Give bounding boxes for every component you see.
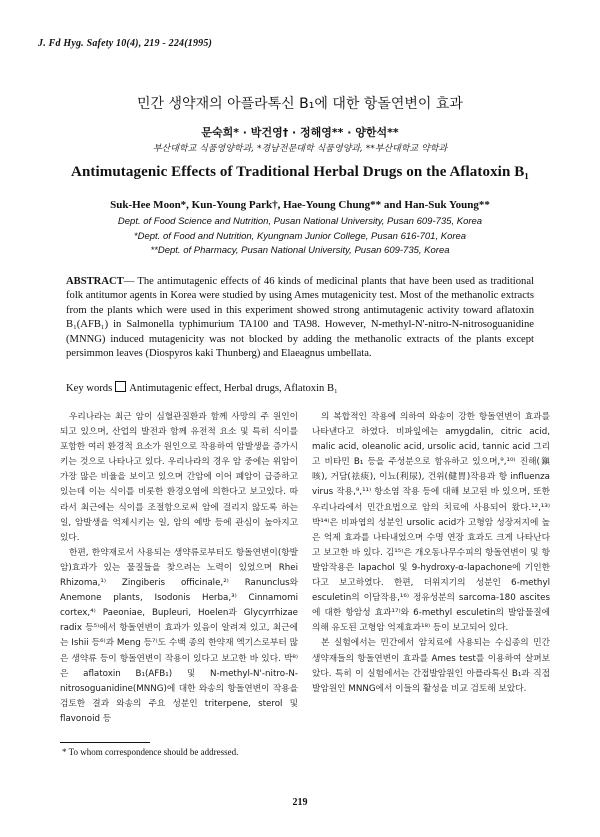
abstract-text: — The antimutagenic effects of 46 kinds of medicinal plants that have been used as traditional folk antitumor agents in Korea were studied by using Ames mutagenicity test. Most of the methanolic extracts from the plants which were used in this experiment showed strong antimutagenic activity toward aflatoxin B₁(AFB₁) in Salmonella typhimurium TA100 and TA98. However, N-methyl-N'-nitro-N-nitrosoguanidine (MNNG) induced mutagenicity was not blocked by adding the methanolic extracts of the plants except persimmon leaves (Diospyros kaki Thunberg) and Elaeagnus umbellata. xyxy=(66,276,534,360)
korean-authors: 문숙희* · 박건영† · 정해영** · 양한석** xyxy=(201,126,399,139)
page-number: 219 xyxy=(292,797,308,808)
body-paragraph: 우리나라는 최근 암이 심혈관질환과 함께 사망의 주 원인이 되고 있으며, 산업의 발전과 함께 유전적 요소 및 특히 식이를 포함한 여러 환경적 요소가 원인으로 작용하여 암발생을 증가시키는 것으로 나타나고 있다. 우리나라의 경우 암 중에는 위암이 가장 많은 비율을 보이고 있으며 간암에 이어 폐암이 급증하고 있는데 이는 식이를 비롯한 환경오염에 의한다고 보고있다. 따라서 최근에는 식이를 조절함으로써 암에 걸리지 않도록 하는 일, 암발생을 억제시키는 일, 암의 예방 등에 관심이 높아지고 있다. xyxy=(60,412,298,543)
english-affiliation-2: *Dept. of Food and Nutrition, Kyungnam Junior College, Pusan 616-701, Korea xyxy=(133,231,467,242)
body-column-right xyxy=(312,410,550,697)
english-affiliation-1: Dept. of Food Science and Nutrition, Pusan National University, Pusan 609-735, Korea xyxy=(117,216,483,227)
korean-title: 민간 생약재의 아플라톡신 B₁에 대한 항돌연변이 효과 xyxy=(137,96,463,112)
english-authors: Suk-Hee Moon*, Kun-Young Park†, Hae-Young Chung** and Han-Suk Young** xyxy=(110,199,490,211)
body-paragraph: 본 실험에서는 민간에서 암치료에 사용되는 수십종의 민간 생약재들의 항돌연변이 효과를 Ames test를 이용하여 살펴보았다. 특히 이 실험에서는 간접발암원인 아플라톡신 B₁과 직접발암원인 MNNG에서 이들의 활성을 비교 검토해 보았다. xyxy=(312,638,550,694)
korean-affiliations: 부산대학교 식품영양학과, *경남전문대학 식품영양과, **부산대학교 약학과 xyxy=(152,144,448,154)
keywords-text: Antimutagenic effect, Herbal drugs, Aflatoxin B₁ xyxy=(129,383,338,394)
footnote-divider xyxy=(60,742,150,743)
body-paragraph: 의 복합적인 작용에 의하여 와송이 강한 항돌연변이 효과를 나타낸다고 하였다. 비파잎에는 amygdalin, citric acid, malic acid, oleanolic acid, ursolic acid, tannic acid 그리고 비타민 B₁ 등을 주성분으로 함유하고 있으며,⁹,¹⁰⁾ 진해(鎭咳), 거담(祛痰), 이뇨(利尿), 건위(健胃)작용과 항 influenza virus 작용,⁹,¹¹⁾ 항소염 작용 등에 대해 보고된 바 있으며, 또한 우리나라에서 민간요법으로 암의 치료에 사용되어 왔다.¹²,¹³⁾ 박¹⁴⁾은 비파엽의 성분인 ursolic acid가 고형암 성장저지에 높은 억제 효과를 나타내었으며 수명 연장 효과도 크게 나타난다고 보고한 바 있다. 김¹⁵⁾은 개오동나무수피의 항돌연변이 및 항발암작용은 lapachol 및 9-hydroxy-α-lapachone에 기인한다고 보고하였다. 한편, 더위지기의 성분인 6-methyl esculetin의 이담작용,¹⁶⁾ 정유성분의 sarcoma-180 ascites에 대한 항암성 효과¹⁷⁾와 6-methyl esculetin의 발암물질에 의해 유도된 고형암 억제효과¹⁸⁾ 등이 보고되어 있다. xyxy=(312,412,550,634)
abstract xyxy=(66,275,534,361)
keywords xyxy=(66,381,534,394)
abstract-label: ABSTRACT xyxy=(66,276,124,287)
body-column-left xyxy=(60,410,298,727)
keywords-label: Key words xyxy=(66,383,113,394)
body-paragraph: 한편, 한약재로서 사용되는 생약류로부터도 항돌연변이(항발암)효과가 있는 물질들을 찾으려는 노력이 있었으며 Rhei Rhizoma,¹⁾ Zingiberis officinale,²⁾ Ranunclus와 Anemone plants, Isodonis Herba,³⁾ Cinnamomi cortex,⁴⁾ Paeoniae, Bupleuri, Hoelen과 Glycyrrhizae radix 등⁵⁾에서 항돌연변이 효과가 있음이 알려져 있고, 최근에는 Ishii 등⁶⁾과 Meng 등⁷⁾도 수백 종의 한약재 엑기스로부터 많은 생약류 등이 항돌연변이 작용이 있다고 보고한 바 있다. 박⁸⁾은 aflatoxin B₁(AFB₁) 및 N-methyl-N'-nitro-N-nitrosoguanidine(MNNG)에 대한 와송의 항돌연변이 작용을 검토한 결과 와송의 주요 성분인 triterpene, sterol 및 flavonoid 등 xyxy=(60,547,298,724)
journal-citation: J. Fd Hyg. Safety 10(4), 219 - 224(1995) xyxy=(38,38,213,49)
english-affiliation-3: **Dept. of Pharmacy, Pusan National University, Pusan 609-735, Korea xyxy=(150,245,450,256)
keywords-box-icon xyxy=(115,381,126,392)
english-title: Antimutagenic Effects of Traditional Herbal Drugs on the Aflatoxin B₁ xyxy=(71,164,529,180)
footnote: * To whom correspondence should be addressed. xyxy=(62,747,239,757)
